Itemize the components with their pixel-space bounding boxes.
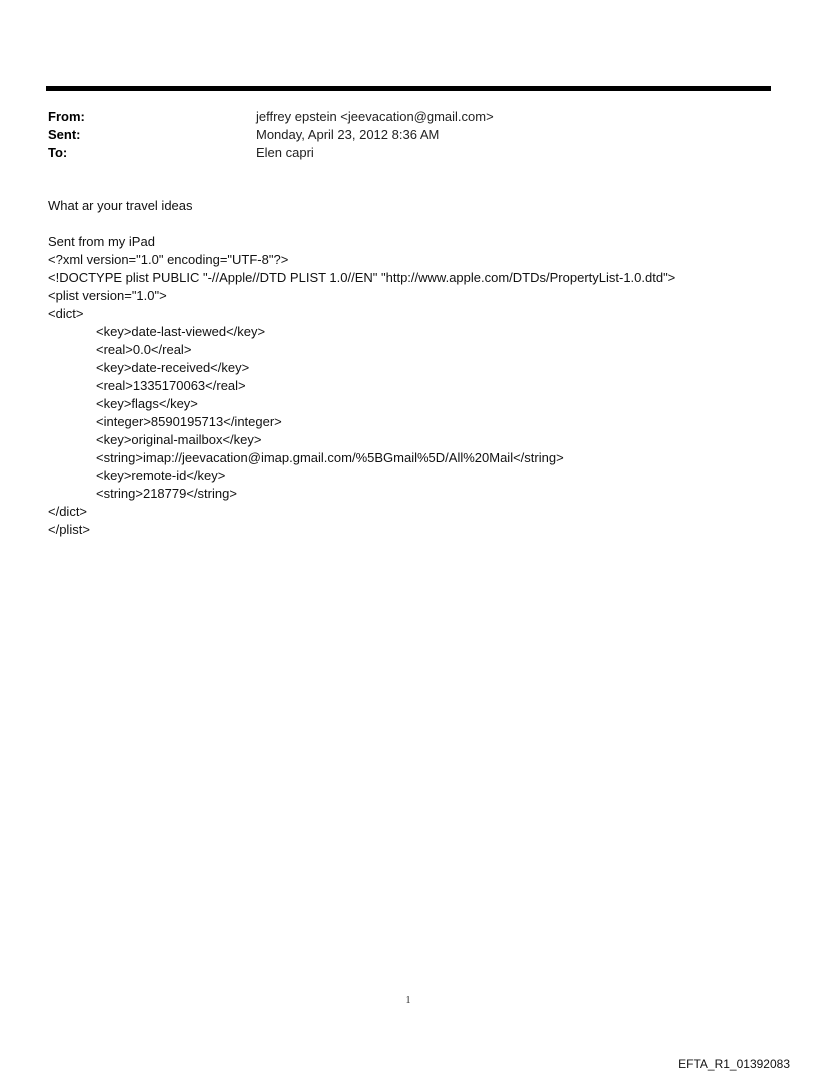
- xml-line: <string>218779</string>: [96, 486, 237, 501]
- xml-line: <?xml version="1.0" encoding="UTF-8"?>: [48, 252, 289, 267]
- xml-line: <key>flags</key>: [96, 396, 198, 411]
- email-body: [48, 197, 778, 539]
- xml-line: <real>1335170063</real>: [96, 378, 246, 393]
- to-value: Elen capri: [256, 145, 314, 160]
- xml-line: <key>original-mailbox</key>: [96, 432, 262, 447]
- email-header: [48, 108, 768, 162]
- xml-line: <key>remote-id</key>: [96, 468, 226, 483]
- xml-line: <key>date-last-viewed</key>: [96, 324, 266, 339]
- from-row: [48, 108, 768, 126]
- xml-line: </plist>: [48, 522, 90, 537]
- xml-line: <integer>8590195713</integer>: [96, 414, 282, 429]
- from-value: jeffrey epstein <jeevacation@gmail.com>: [256, 109, 494, 124]
- signature-text: Sent from my iPad: [48, 234, 155, 249]
- page-number: 1: [405, 995, 411, 1006]
- xml-line: <!DOCTYPE plist PUBLIC "-//Apple//DTD PLIST 1.0//EN" "http://www.apple.com/DTDs/PropertyList-1.0.dtd">: [48, 270, 676, 285]
- message-text: What ar your travel ideas: [48, 198, 193, 213]
- paragraph-gap: [48, 215, 778, 233]
- header-divider: [46, 86, 771, 91]
- document-id: EFTA_R1_01392083: [678, 1057, 790, 1071]
- xml-line: </dict>: [48, 504, 88, 519]
- sent-value: Monday, April 23, 2012 8:36 AM: [256, 127, 440, 142]
- from-label: From:: [48, 109, 85, 124]
- xml-line: <string>imap://jeevacation@imap.gmail.com/%5BGmail%5D/All%20Mail</string>: [96, 450, 564, 465]
- xml-line: <key>date-received</key>: [96, 360, 250, 375]
- xml-line: <dict>: [48, 306, 84, 321]
- to-row: [48, 144, 768, 162]
- to-label: To:: [48, 145, 68, 160]
- sent-row: [48, 126, 768, 144]
- xml-line: <real>0.0</real>: [96, 342, 192, 357]
- sent-label: Sent:: [48, 127, 81, 142]
- xml-line: <plist version="1.0">: [48, 288, 167, 303]
